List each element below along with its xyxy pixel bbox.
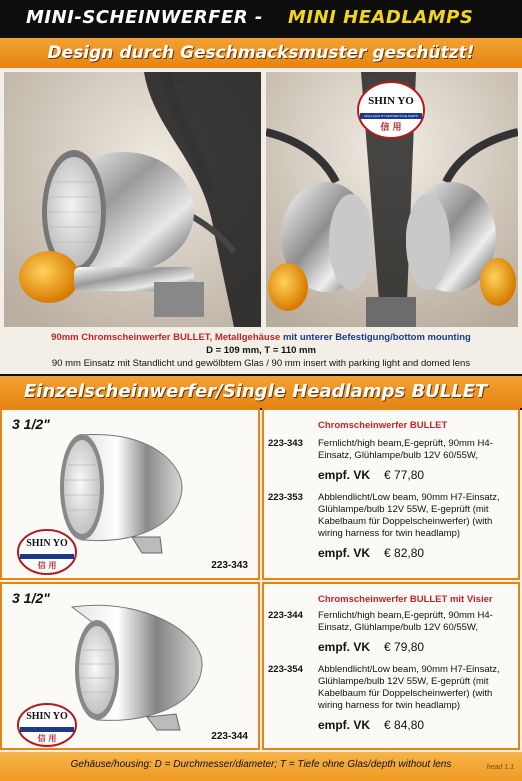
section-title: Einzelscheinwerfer/Single Headlamps BULLET bbox=[24, 381, 488, 402]
product-code: 223-343 bbox=[211, 560, 248, 571]
price-value: € 84,80 bbox=[384, 718, 425, 732]
article-description: Abblendlicht/Low beam, 90mm H7-Einsatz, Glühlampe/bulb 12V 55W, E-geprüft (mit Kabelbaum für Doppelscheinwerfer) (with wiring harness for twin headlamp) bbox=[318, 664, 500, 711]
product-info-title: Chromscheinwerfer BULLET bbox=[318, 420, 448, 431]
product-card-223-344 bbox=[0, 582, 260, 750]
product-caption-line1 bbox=[10, 332, 512, 343]
logo-small-kanji: 信 用 bbox=[37, 561, 57, 570]
article-description: Fernlicht/high beam,E-geprüft, 90mm H4-Einsatz, Glühlampe/bulb 12V 60/55W, bbox=[318, 610, 493, 633]
caption-dimensions: D = 109 mm, T = 110 mm bbox=[206, 345, 316, 356]
product-size: 3 1/2" bbox=[12, 590, 50, 606]
header-title-en: MINI HEADLAMPS bbox=[288, 7, 474, 28]
section-banner bbox=[0, 374, 522, 410]
caption-insert-info: 90 mm Einsatz mit Standlicht und gewölbtem Glas / 90 mm insert with parking light and domed lens bbox=[51, 358, 471, 369]
logo-small-brand: SHIN YO bbox=[26, 538, 68, 549]
product-card-223-343 bbox=[0, 408, 260, 580]
list-item bbox=[268, 610, 516, 654]
logo-small-brand: SHIN YO bbox=[26, 711, 68, 722]
product-info-title: Chromscheinwerfer BULLET mit Visier bbox=[318, 594, 493, 605]
shin-yo-logo-small bbox=[16, 702, 78, 748]
article-description: Abblendlicht/Low beam, 90mm H7-Einsatz, Glühlampe/bulb 12V 55W, E-geprüft (mit Kabelbaum für Doppelscheinwerfer) (with wiring harness for twin headlamp) bbox=[318, 492, 500, 539]
page-header bbox=[0, 0, 522, 38]
article-price bbox=[318, 546, 516, 560]
headlamp-photo-single bbox=[4, 72, 261, 327]
banner-text: Design durch Geschmacksmuster geschützt! bbox=[47, 43, 475, 63]
shin-yo-logo bbox=[356, 80, 426, 140]
headlamp-photo-twin bbox=[266, 72, 518, 327]
footer-text: Gehäuse/housing: D = Durchmesser/diameter; T = Tiefe ohne Glas/depth without lens bbox=[70, 759, 452, 770]
page-reference: head 1.1 bbox=[486, 764, 514, 771]
article-price bbox=[318, 468, 516, 482]
product-info-223-344 bbox=[262, 582, 520, 750]
caption-red-text: 90mm Chromscheinwerfer BULLET, Metallgehäuse bbox=[51, 332, 281, 343]
price-value: € 79,80 bbox=[384, 640, 425, 654]
logo-kanji: 信 用 bbox=[380, 123, 402, 133]
caption-blue-text: mit unterer Befestigung/bottom mounting bbox=[282, 332, 471, 343]
header-title-de: MINI-SCHEINWERFER - bbox=[26, 7, 263, 28]
price-value: € 77,80 bbox=[384, 468, 425, 482]
headlamp-illustration bbox=[4, 72, 261, 327]
price-value: € 82,80 bbox=[384, 546, 425, 560]
article-number: 223-353 bbox=[268, 492, 303, 503]
list-item bbox=[268, 492, 516, 560]
article-number: 223-343 bbox=[268, 438, 303, 449]
page-footer bbox=[0, 752, 522, 781]
article-price bbox=[318, 640, 516, 654]
price-label: empf. VK bbox=[318, 718, 371, 732]
price-label: empf. VK bbox=[318, 640, 371, 654]
list-item bbox=[268, 664, 516, 732]
logo-tagline: HIGH QUALITY MOTORCYCLE PARTS bbox=[364, 114, 418, 118]
price-label: empf. VK bbox=[318, 546, 371, 560]
article-description: Fernlicht/high beam,E-geprüft, 90mm H4-Einsatz, Glühlampe/bulb 12V 60/55W, bbox=[318, 438, 493, 461]
logo-brand: SHIN YO bbox=[368, 95, 414, 107]
design-protected-banner bbox=[0, 38, 522, 68]
article-number: 223-354 bbox=[268, 664, 303, 675]
shin-yo-logo-small bbox=[16, 528, 78, 576]
price-label: empf. VK bbox=[318, 468, 371, 482]
article-price bbox=[318, 718, 516, 732]
list-item bbox=[268, 438, 516, 482]
product-info-223-343 bbox=[262, 408, 520, 580]
article-number: 223-344 bbox=[268, 610, 303, 621]
logo-small-kanji: 信 用 bbox=[37, 734, 57, 743]
product-code: 223-344 bbox=[211, 731, 248, 742]
product-size: 3 1/2" bbox=[12, 416, 50, 432]
